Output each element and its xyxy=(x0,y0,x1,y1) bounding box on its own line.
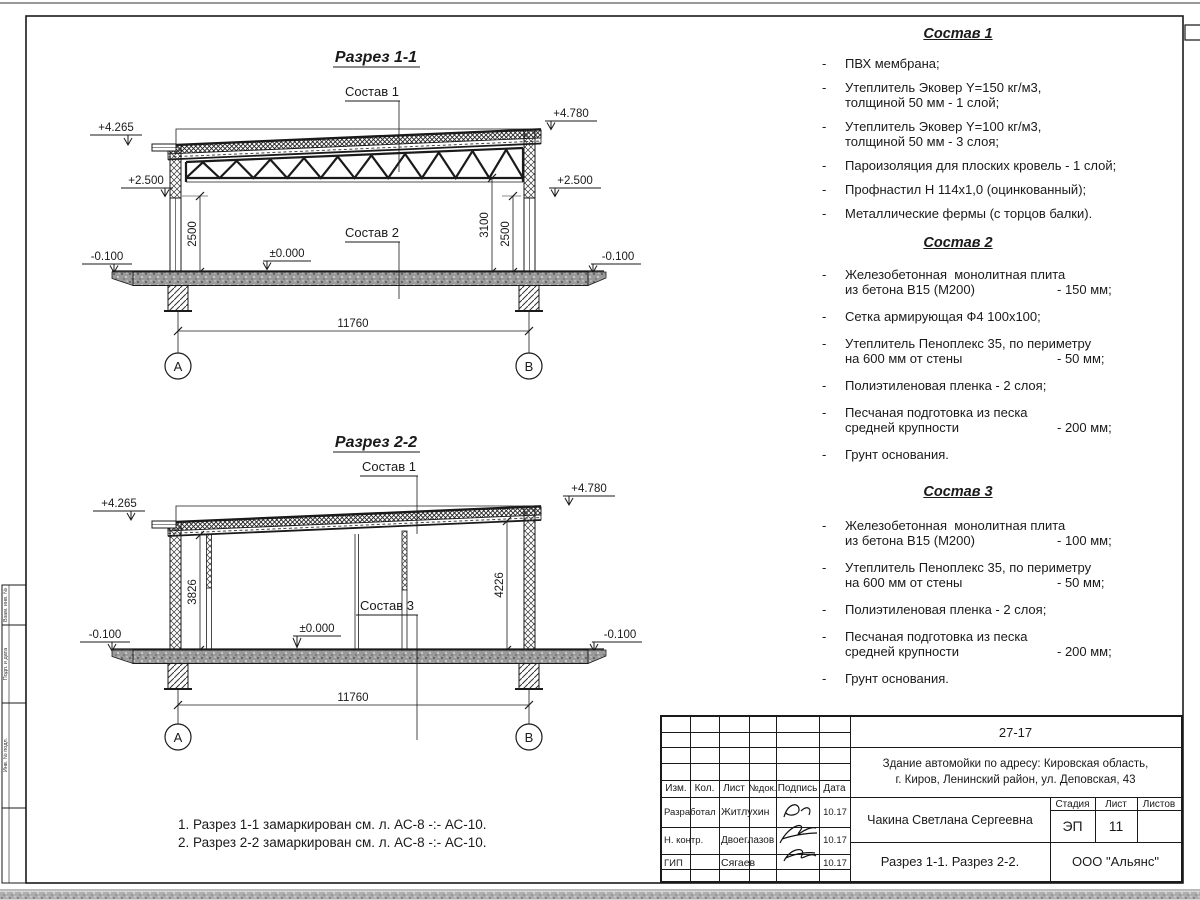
floor-and-foundations xyxy=(112,271,606,311)
elevation-mark: ±0.000 xyxy=(299,623,335,635)
list-item: - Железобетонная монолитная плита из бетона В15 (М200) - 150 мм; xyxy=(822,267,1112,297)
side-stamp xyxy=(2,585,26,883)
axis-label: В xyxy=(524,730,534,745)
elevation-mark: -0.100 xyxy=(88,629,122,641)
vertical-dimensions xyxy=(184,517,522,654)
dimension-text: 11760 xyxy=(337,318,369,330)
sheets-label: Листов xyxy=(1142,798,1176,810)
leader-labels xyxy=(345,84,400,299)
elevation-mark: -0.100 xyxy=(603,629,637,641)
list-item: - Грунт основания. xyxy=(822,447,949,462)
section-2-2-title: Разрез 2-2 xyxy=(334,434,418,451)
elevation-marks xyxy=(82,108,641,273)
dimension-text: 3100 xyxy=(479,212,491,238)
stage-value: ЭП xyxy=(1062,818,1083,834)
doc-number: 27-17 xyxy=(998,724,1033,740)
sostav-label: Состав 1 xyxy=(345,84,399,99)
list-item: - Полиэтиленовая пленка - 2 слоя; xyxy=(822,378,1047,393)
list-item: - Металлические фермы (с торцов балки). xyxy=(822,206,1093,221)
role-developed: Разработал xyxy=(664,806,716,818)
stage-label: Стадия xyxy=(1055,798,1090,810)
signature xyxy=(780,826,817,843)
composition-2-title: Состав 2 xyxy=(923,235,993,251)
col-header-doc: №док. xyxy=(748,783,777,794)
sheet-label: Лист xyxy=(1105,798,1127,810)
foundation-pier xyxy=(168,664,188,690)
section-1-1-title: Разрез 1-1 xyxy=(334,49,418,66)
axis-label: А xyxy=(173,730,183,745)
composition-lists xyxy=(818,20,1190,698)
list-item: - Утеплитель Эковер Y=150 кг/м3, толщиной 50 мм - 1 слой; xyxy=(822,80,1042,110)
signature xyxy=(784,850,816,861)
list-item: - Профнастил Н 114х1,0 (оцинкованный); xyxy=(822,182,1087,197)
list-item: - ПВХ мембрана; xyxy=(822,56,940,71)
composition-1-title: Состав 1 xyxy=(923,26,993,42)
span-dimension xyxy=(165,689,542,750)
list-item: - Утеплитель Пеноплекс 35, по периметру на 600 мм от стены - 50 мм; xyxy=(822,336,1105,366)
role-control: Н. контр. xyxy=(664,834,704,846)
name-control: Двоеглазов xyxy=(721,834,775,846)
elevation-mark: -0.100 xyxy=(90,251,124,263)
list-item: - Сетка армирующая Ф4 100х100; xyxy=(822,309,1041,324)
col-header-kol: Кол. xyxy=(694,783,715,794)
col-header-sign: Подпись xyxy=(777,783,818,794)
date-developed: 10.17 xyxy=(823,807,847,818)
dimension-text: 3826 xyxy=(187,579,199,605)
dimension-text: 2500 xyxy=(187,221,199,247)
company-name: ООО "Альянс" xyxy=(1072,854,1159,869)
list-item: - Пароизоляция для плоских кровель - 1 слой; xyxy=(822,158,1117,173)
note-line: 2. Разрез 2-2 замаркирован см. л. АС-8 -:- АС-10. xyxy=(178,835,487,850)
list-item: - Утеплитель Эковер Y=100 кг/м3, толщиной 50 мм - 3 слоя; xyxy=(822,119,1042,149)
list-item: - Песчаная подготовка из песка средней крупности - 200 мм; xyxy=(822,405,1112,435)
elevation-mark: -0.100 xyxy=(601,251,635,263)
sostav-label: Состав 2 xyxy=(345,225,399,240)
span-dimension xyxy=(165,311,542,379)
elevation-mark: +2.500 xyxy=(128,175,164,187)
elevation-marks xyxy=(80,483,642,651)
elevation-mark: ±0.000 xyxy=(269,248,305,260)
list-item: - Утеплитель Пеноплекс 35, по периметру на 600 мм от стены - 50 мм; xyxy=(822,560,1105,590)
col-header-date: Дата xyxy=(823,783,846,794)
title-block xyxy=(660,715,1183,883)
dimension-text: 2500 xyxy=(500,221,512,247)
author-name: Чакина Светлана Сергеевна xyxy=(867,812,1033,827)
sostav-label: Состав 1 xyxy=(362,459,416,474)
elevation-mark: +2.500 xyxy=(557,175,593,187)
elevation-mark: +4.780 xyxy=(553,108,589,120)
roof-assembly xyxy=(168,506,541,536)
elevation-mark: +4.265 xyxy=(101,498,137,510)
list-item: - Полиэтиленовая пленка - 2 слоя; xyxy=(822,602,1047,617)
elevation-mark: +4.780 xyxy=(571,483,607,495)
floor-and-foundations xyxy=(112,649,606,689)
name-gip: Сягаев xyxy=(721,857,756,869)
section-2-2 xyxy=(80,434,642,750)
side-stamp-label: Инв. № подл. xyxy=(3,737,9,773)
composition-3-title: Состав 3 xyxy=(923,484,993,500)
axis-label: А xyxy=(173,359,183,374)
date-gip: 10.17 xyxy=(823,858,847,869)
col-header-izm: Изм. xyxy=(665,783,687,794)
side-stamp-label: Подп. и дата xyxy=(3,647,9,681)
section-1-1 xyxy=(82,49,641,379)
dimension-text: 11760 xyxy=(337,692,369,704)
list-item: - Песчаная подготовка из песка средней крупности - 200 мм; xyxy=(822,629,1112,659)
elevation-mark: +4.265 xyxy=(98,122,134,134)
list-item: - Железобетонная монолитная плита из бетона В15 (М200) - 100 мм; xyxy=(822,518,1112,548)
sheet-value: 11 xyxy=(1108,818,1124,834)
note-line: 1. Разрез 1-1 замаркирован см. л. АС-8 -:- АС-10. xyxy=(178,817,487,832)
sostav-label: Состав 3 xyxy=(360,598,414,613)
list-item: - Грунт основания. xyxy=(822,671,949,686)
side-stamp-label: Взам. инв. № xyxy=(3,587,9,623)
foundation-pier xyxy=(519,286,539,312)
name-developed: Житлухин xyxy=(721,806,770,818)
signatures xyxy=(776,797,820,870)
foundation-pier xyxy=(168,286,188,312)
foundation-pier xyxy=(519,664,539,690)
sheets-value xyxy=(1137,812,1181,840)
role-gip: ГИП xyxy=(664,857,683,869)
notes xyxy=(178,816,487,852)
col-header-list: Лист xyxy=(723,783,745,794)
axis-label: В xyxy=(524,359,534,374)
signature xyxy=(784,805,810,817)
dimension-text: 4226 xyxy=(494,572,506,598)
date-control: 10.17 xyxy=(823,835,847,846)
sheet-title: Разрез 1-1. Разрез 2-2. xyxy=(880,854,1020,869)
project-address: Здание автомойки по адресу: Кировская область, г. Киров, Ленинский район, ул. Деповская, 43 xyxy=(882,758,1149,786)
